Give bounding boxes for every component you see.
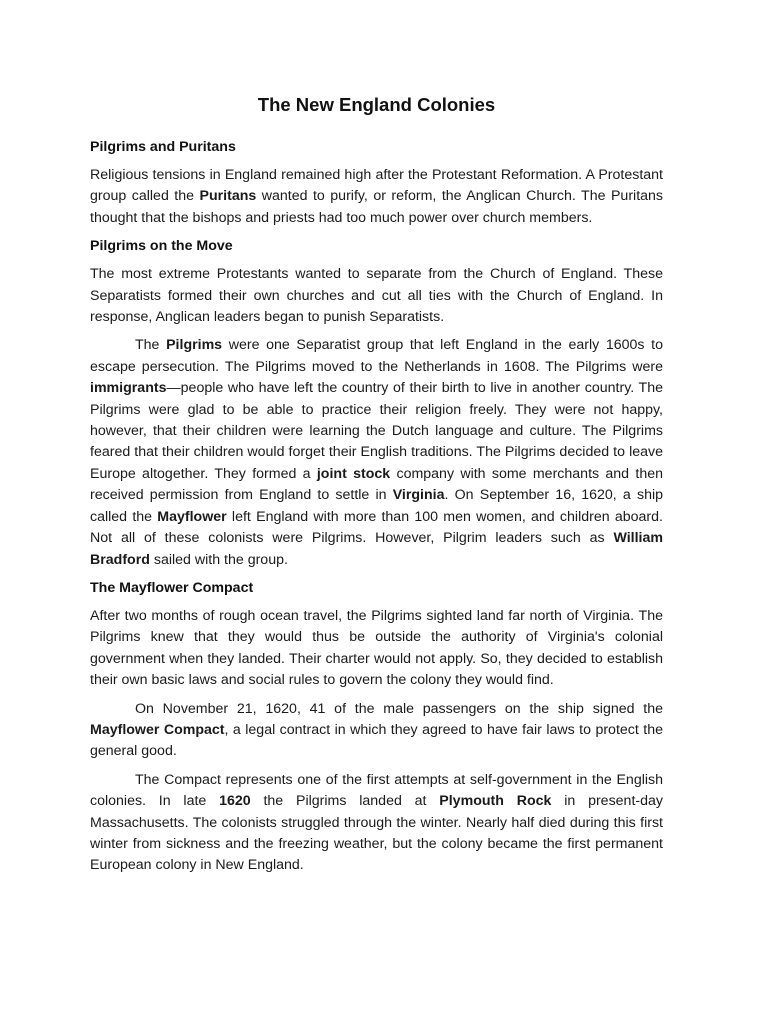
text-run: On November 21, 1620, 41 of the male passengers on the ship signed the xyxy=(135,700,663,717)
bold-term: William Bradford xyxy=(90,530,663,568)
text-run: The xyxy=(135,337,167,354)
bold-term: immigrants xyxy=(90,380,167,397)
bold-term: Mayflower xyxy=(157,508,227,525)
paragraph xyxy=(90,335,663,570)
text-run: wanted to purify, or reform, the Anglican Church. The Puritans thought that the bishops and priests had too much power over church members. xyxy=(90,188,664,226)
document-page xyxy=(90,91,663,884)
text-run: were one Separatist group that left England in the early 1600s to escape persecution. The Pilgrims moved to the Netherlands in 1608. The Pilgrims were xyxy=(90,337,663,375)
paragraph xyxy=(90,770,663,877)
text-run: , a legal contract in which they agreed to have fair laws to protect the general good. xyxy=(90,721,663,760)
bold-term: Plymouth Rock xyxy=(439,793,552,810)
bold-term: Puritans xyxy=(199,188,257,205)
paragraph xyxy=(90,606,663,692)
text-run: the Pilgrims landed at xyxy=(250,793,440,810)
bold-term: 1620 xyxy=(219,793,251,810)
section-heading: The Mayflower Compact xyxy=(90,579,254,596)
text-run: . On September 16, 1620, a ship called the xyxy=(90,487,663,525)
bold-term: Virginia xyxy=(392,487,445,504)
text-run: The Compact represents one of the first attempts at self-government in the English colonies. In late xyxy=(90,771,663,810)
text-run: —people who have left the country of their birth to live in another country. The Pilgrims were glad to be able to practice their religion freely. They were not happy, however, that their children were learning the Dutch language and culture. The Pilgrims feared that their children would forget their English traditions. The Pilgrims decided to leave Europe altogether. They formed a xyxy=(90,380,663,482)
document-body xyxy=(90,137,663,877)
text-run: company with some merchants and then received permission from England to settle in xyxy=(90,465,663,504)
text-run: sailed with the group. xyxy=(149,551,288,568)
bold-term: joint stock xyxy=(316,465,391,482)
paragraph xyxy=(90,165,663,229)
text-run: Religious tensions in England remained high after the Protestant Reformation. A Protestant group called the xyxy=(90,167,663,205)
text-run: in present-day Massachusetts. The colonists struggled through the winter. Nearly half died during this first winter from sickness and the freezing weather, but the colony became the first permanent European colony in New England. xyxy=(90,793,663,874)
text-run: left England with more than 100 men women, and children aboard. Not all of these colonists were Pilgrims. However, Pilgrim leaders such as xyxy=(90,508,663,547)
paragraph xyxy=(90,264,663,328)
paragraph xyxy=(90,699,663,763)
text-run: After two months of rough ocean travel, the Pilgrims sighted land far north of Virginia. The Pilgrims knew that they would thus be outside the authority of Virginia's colonial government when they landed. Their charter would not apply. So, they decided to establish their own basic laws and social rules to govern the colony they would find. xyxy=(90,607,663,689)
document-title: The New England Colonies xyxy=(257,94,496,115)
section-heading: Pilgrims on the Move xyxy=(90,238,233,255)
bold-term: Mayflower Compact xyxy=(90,721,225,738)
section-heading: Pilgrims and Puritans xyxy=(90,139,236,155)
text-run: The most extreme Protestants wanted to separate from the Church of England. These Separatists formed their own churches and cut all ties with the Church of England. In response, Anglican leaders began to punish Separatists. xyxy=(90,266,663,326)
bold-term: Pilgrims xyxy=(166,337,223,354)
